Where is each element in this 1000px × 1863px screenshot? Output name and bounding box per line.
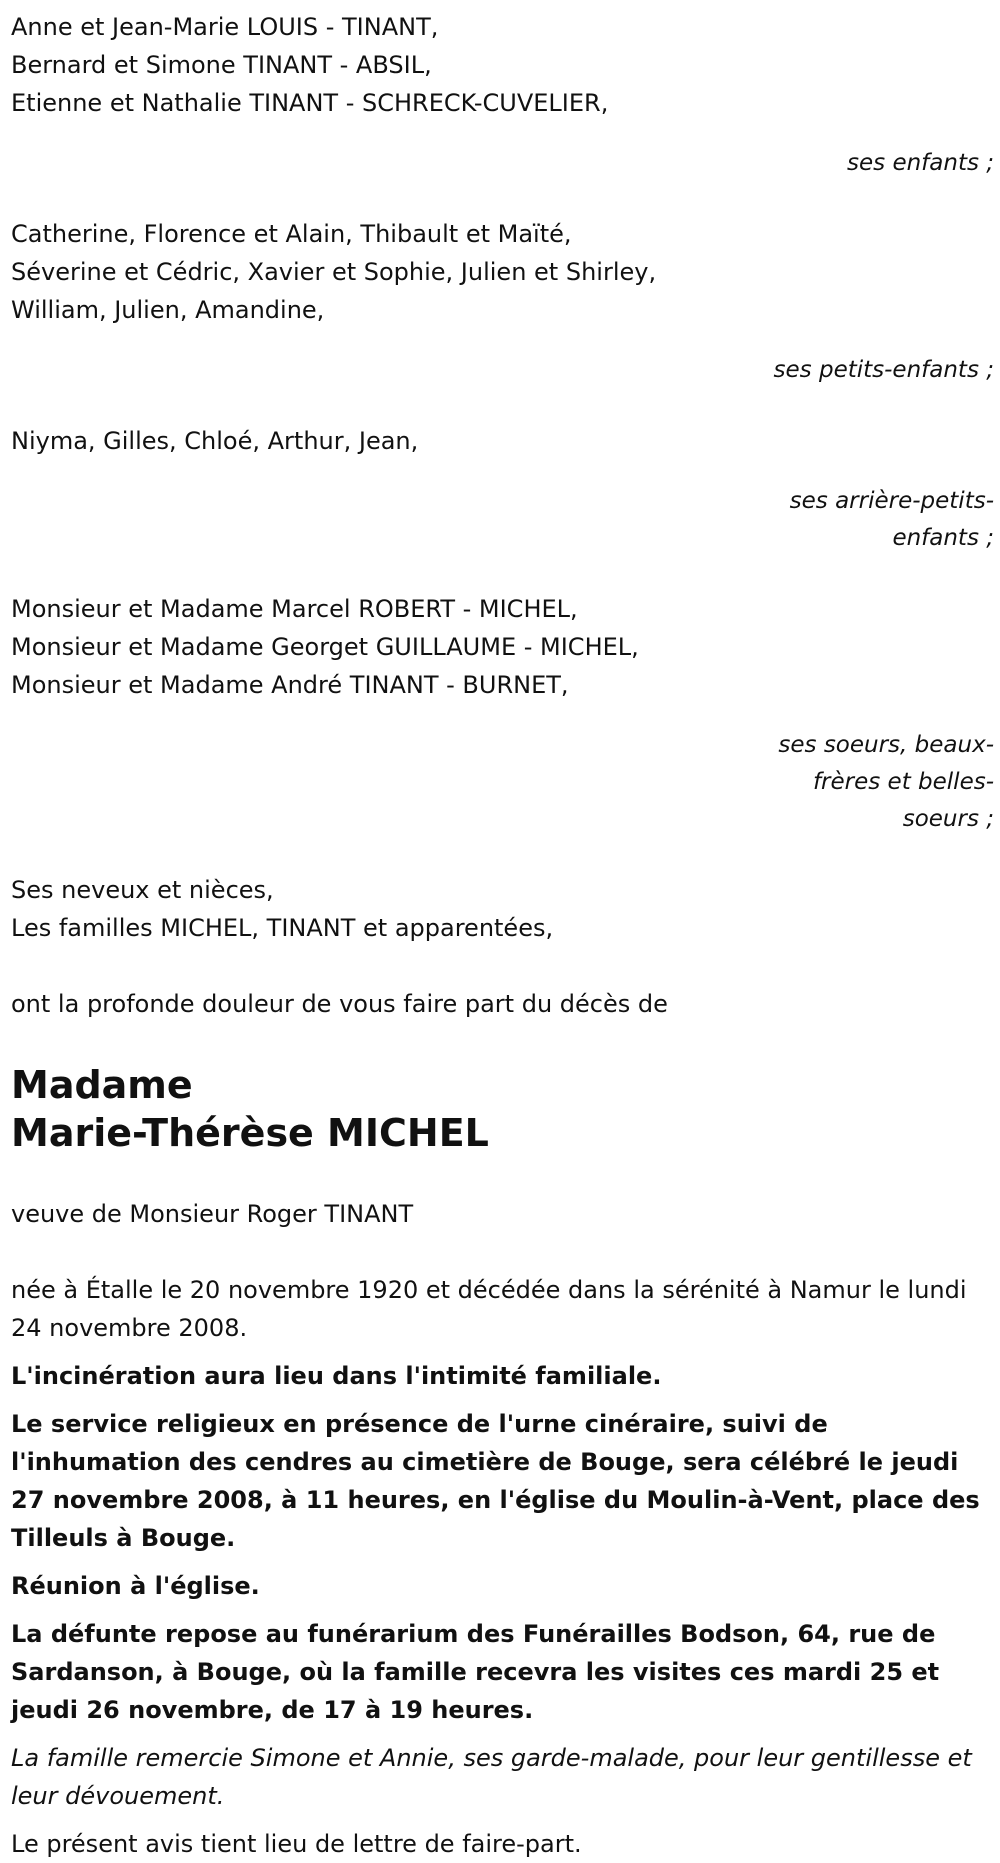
children-role: ses enfants ; <box>847 150 994 176</box>
others-line: Ses neveux et nièces, <box>11 876 274 904</box>
widow-of: veuve de Monsieur Roger TINANT <box>11 1200 414 1228</box>
siblings-line: Monsieur et Madame Georget GUILLAUME - MICHEL, <box>11 633 639 661</box>
visitation-info: La défunte repose au funérarium des Funérailles Bodson, 64, rue de Sardanson, à Bouge, où la famille recevra les visites ces mardi 25 et jeudi 26 novembre, de 17 à 19 heures. <box>11 1620 940 1724</box>
siblings-line: Monsieur et Madame Marcel ROBERT - MICHEL, <box>11 595 578 623</box>
children-line: Bernard et Simone TINANT - ABSIL, <box>11 51 432 79</box>
great-grandchildren-line: Niyma, Gilles, Chloé, Arthur, Jean, <box>11 427 419 455</box>
children-block <box>11 8 994 182</box>
grandchildren-line: William, Julien, Amandine, <box>11 296 325 324</box>
birth-death: née à Étalle le 20 novembre 1920 et décédée dans la sérénité à Namur le lundi 24 novembre 2008. <box>11 1276 967 1342</box>
others-line: Les familles MICHEL, TINANT et apparentées, <box>11 914 554 942</box>
grandchildren-block <box>11 215 994 389</box>
announcement: ont la profonde douleur de vous faire part du décès de <box>11 990 668 1018</box>
siblings-line: Monsieur et Madame André TINANT - BURNET, <box>11 671 569 699</box>
great-grandchildren-block <box>11 422 994 557</box>
grandchildren-line: Séverine et Cédric, Xavier et Sophie, Julien et Shirley, <box>11 258 657 286</box>
deceased-title: Madame <box>11 1063 193 1107</box>
siblings-block <box>11 590 994 838</box>
children-line: Etienne et Nathalie TINANT - SCHRECK-CUVELIER, <box>11 89 609 117</box>
grandchildren-line: Catherine, Florence et Alain, Thibault et Maïté, <box>11 220 572 248</box>
closing-note: Le présent avis tient lieu de lettre de faire-part. <box>11 1830 582 1858</box>
incineration-info: L'incinération aura lieu dans l'intimité familiale. <box>11 1362 662 1390</box>
death-notice <box>11 8 994 1863</box>
thanks: La famille remercie Simone et Annie, ses garde-malade, pour leur gentillesse et leur dévouement. <box>11 1744 972 1810</box>
deceased-name: Marie-Thérèse MICHEL <box>11 1111 489 1155</box>
service-info: Le service religieux en présence de l'urne cinéraire, suivi de l'inhumation des cendres au cimetière de Bouge, sera célébré le jeudi 27 novembre 2008, à 11 heures, en l'église du Moulin-à-Vent, place des Tilleuls à Bouge. <box>11 1410 980 1552</box>
great-grandchildren-role: ses arrière-petits-enfants ; <box>789 488 994 551</box>
siblings-role: ses soeurs, beaux-frères et belles-soeurs ; <box>778 732 994 832</box>
children-line: Anne et Jean-Marie LOUIS - TINANT, <box>11 13 439 41</box>
others-block <box>11 871 983 947</box>
grandchildren-role: ses petits-enfants ; <box>773 357 994 383</box>
deceased-name-block <box>11 1061 983 1157</box>
meeting-info: Réunion à l'église. <box>11 1572 260 1600</box>
